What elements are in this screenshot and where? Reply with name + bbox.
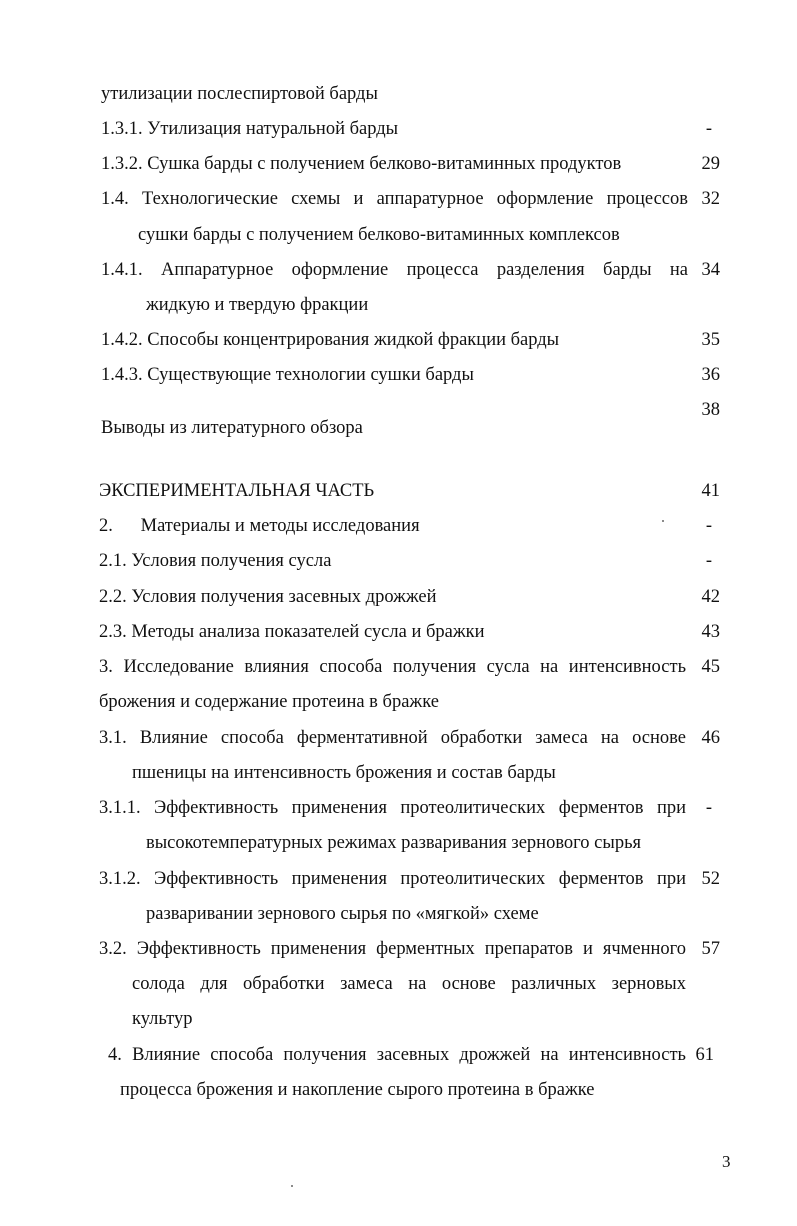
toc-line: 2.3. Методы анализа показателей сусла и бражки xyxy=(99,622,485,642)
toc-line: 1.4.3. Существующие технологии сушки барды xyxy=(101,365,474,385)
toc-line: 3. Исследование влияния способа получения сусла на интенсивность xyxy=(99,657,686,677)
section-heading: ЭКСПЕРИМЕНТАЛЬНАЯ ЧАСТЬ xyxy=(99,481,375,501)
toc-line: разваривании зернового сырья по «мягкой» схеме xyxy=(146,904,539,924)
toc-line: 2.1. Условия получения сусла xyxy=(99,551,332,571)
toc-line: высокотемпературных режимах разваривания зернового сырья xyxy=(146,833,642,853)
toc-line: пшеницы на интенсивность брожения и состав барды xyxy=(132,763,556,783)
toc-page-number: 43 xyxy=(701,622,720,642)
scan-speck xyxy=(662,520,664,522)
toc-line: сушки барды с получением белково-витаминных комплексов xyxy=(138,225,620,245)
toc-page-number: - xyxy=(705,119,712,139)
toc-line: 2.2. Условия получения засевных дрожжей xyxy=(99,587,437,607)
toc-page-number: 29 xyxy=(701,154,720,174)
toc-line: 4. Влияние способа получения засевных дрожжей на интенсивность xyxy=(108,1045,686,1065)
toc-page-number: 41 xyxy=(701,481,720,501)
toc-line: Выводы из литературного обзора xyxy=(101,418,363,438)
toc-line: 1.3.1. Утилизация натуральной барды xyxy=(101,119,399,139)
page-number: 3 xyxy=(722,1152,731,1171)
toc-page-number: 61 xyxy=(695,1045,714,1065)
toc-page-number: 35 xyxy=(701,330,720,350)
toc-line: утилизации послеспиртовой барды xyxy=(101,84,378,104)
toc-page-number: 34 xyxy=(701,260,720,280)
toc-line: культур xyxy=(132,1009,193,1029)
scan-speck xyxy=(291,1185,293,1187)
toc-page-number: - xyxy=(705,551,712,571)
toc-line: 1.4.1. Аппаратурное оформление процесса разделения барды на xyxy=(101,260,688,280)
toc-line: 3.1. Влияние способа ферментативной обработки замеса на основе xyxy=(99,728,686,748)
toc-line: процесса брожения и накопление сырого протеина в бражке xyxy=(120,1080,595,1100)
toc-page-number: 42 xyxy=(701,587,720,607)
toc-page-number: 36 xyxy=(701,365,720,385)
toc-line: брожения и содержание протеина в бражке xyxy=(99,692,439,712)
toc-page-number: - xyxy=(705,798,712,818)
toc-page-number: 38 xyxy=(701,400,720,420)
toc-page-number: 57 xyxy=(701,939,720,959)
toc-line: 1.4. Технологические схемы и аппаратурное оформление процессов xyxy=(101,189,688,209)
toc-line: 1.4.2. Способы концентрирования жидкой фракции барды xyxy=(101,330,560,350)
toc-line: 3.1.1. Эффективность применения протеолитических ферментов при xyxy=(99,798,686,818)
toc-page-number: 45 xyxy=(701,657,720,677)
toc-page-number: 46 xyxy=(701,728,720,748)
toc-line: 3.1.2. Эффективность применения протеолитических ферментов при xyxy=(99,869,686,889)
toc-line: 2. Материалы и методы исследования xyxy=(99,516,420,536)
toc-line: 1.3.2. Сушка барды с получением белково-витаминных продуктов xyxy=(101,154,622,174)
toc-page-number: - xyxy=(705,516,712,536)
toc-page-number: 32 xyxy=(701,189,720,209)
toc-line: солода для обработки замеса на основе различных зерновых xyxy=(132,974,686,994)
toc-page-number: 52 xyxy=(701,869,720,889)
toc-line: жидкую и твердую фракции xyxy=(146,295,369,315)
toc-line: 3.2. Эффективность применения ферментных препаратов и ячменного xyxy=(99,939,686,959)
